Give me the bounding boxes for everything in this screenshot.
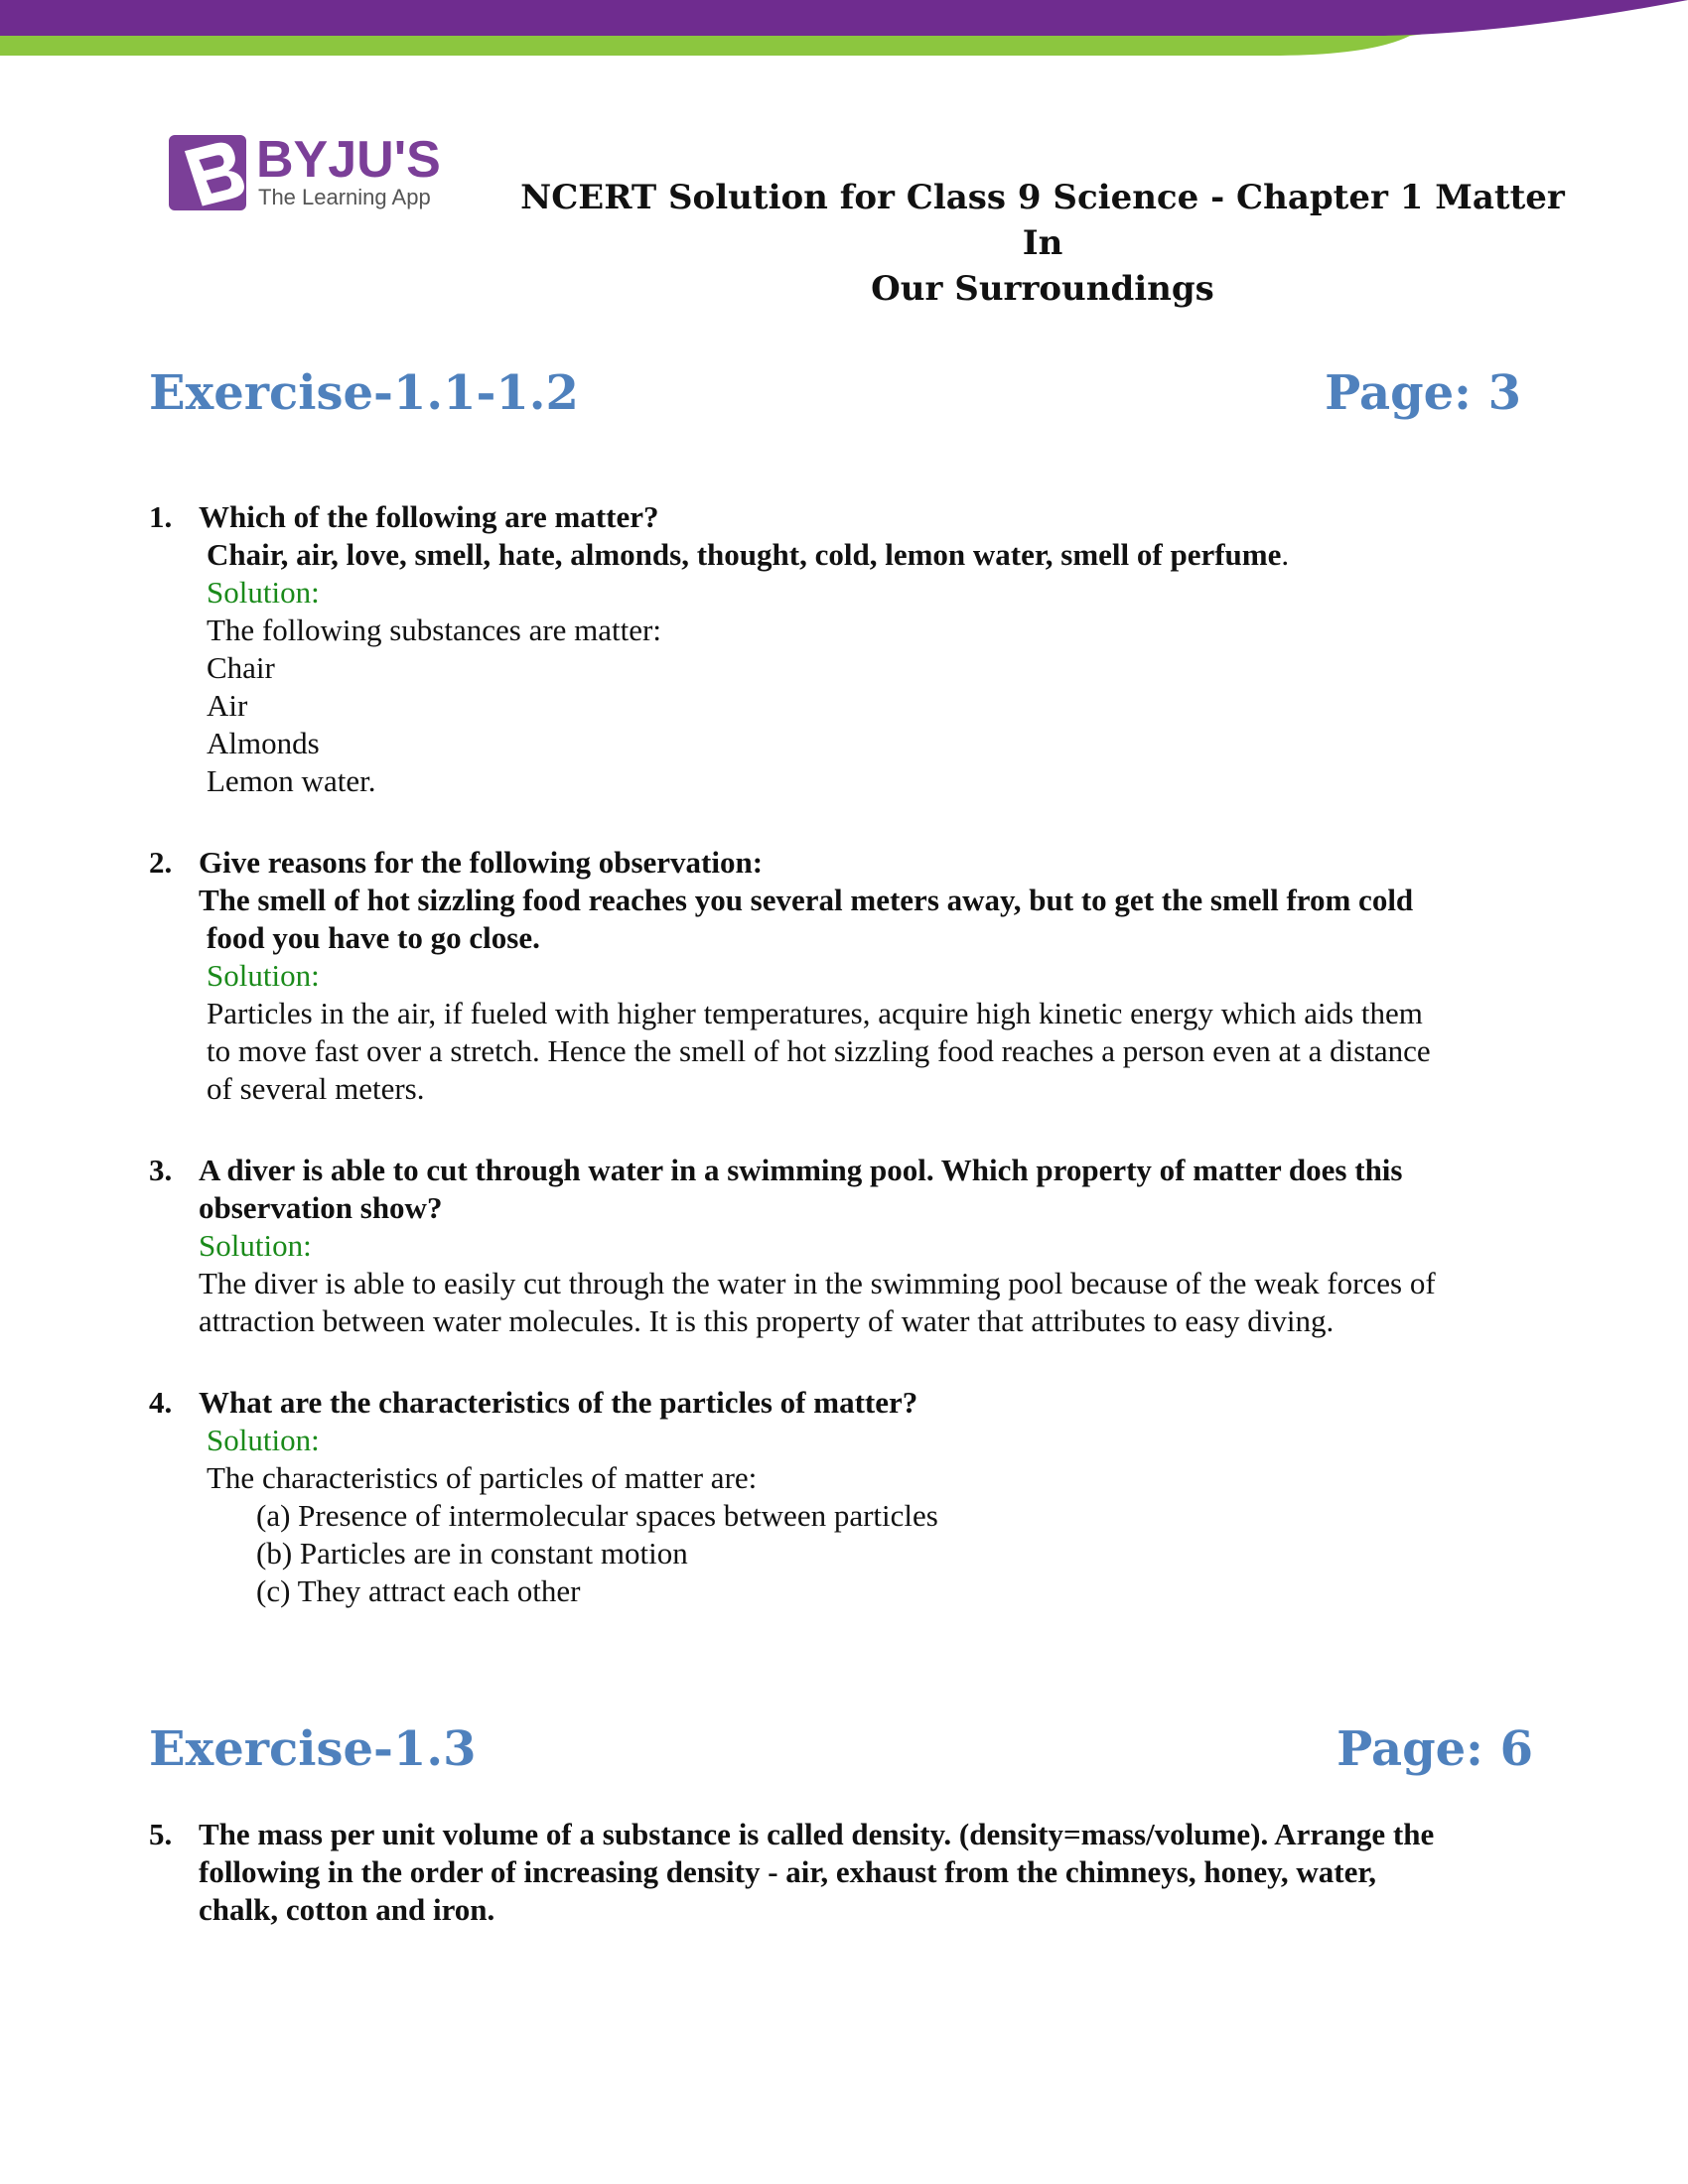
question-text: Which of the following are matter? <box>199 499 659 534</box>
answer-item: Chair <box>207 650 275 685</box>
question-number: 5. <box>149 1817 173 1851</box>
question-number: 4. <box>149 1385 173 1420</box>
solution-label: Solution: <box>199 1228 312 1263</box>
question-number: 3. <box>149 1153 173 1187</box>
top-decorative-band <box>0 0 1688 60</box>
answer-item: (a) Presence of intermolecular spaces between particles <box>256 1498 938 1533</box>
question-text-line: A diver is able to cut through water in a swimming pool. Which property of matter does this <box>199 1153 1403 1187</box>
question-text-line: observation show? <box>199 1190 443 1225</box>
byjus-logo <box>167 131 465 212</box>
question-2 <box>149 844 1539 1108</box>
exercise-heading: Exercise-1.3 <box>149 1721 477 1777</box>
question-number: 1. <box>149 499 173 534</box>
exercise-page-number: Page: 3 <box>1325 365 1521 421</box>
document-title-line1: NCERT Solution for Class 9 Science - Chapter 1 Matter In <box>520 178 1565 263</box>
answer-line: The diver is able to easily cut through the water in the swimming pool because of the weak forces of <box>199 1266 1436 1300</box>
question-4 <box>149 1384 1539 1610</box>
answer-item: Almonds <box>207 726 320 760</box>
question-text: Give reasons for the following observation: <box>199 845 764 880</box>
document-title-line2: Our Surroundings <box>871 269 1214 309</box>
question-3 <box>149 1152 1539 1340</box>
question-5 <box>149 1816 1539 1929</box>
answer-item: (b) Particles are in constant motion <box>256 1536 688 1570</box>
answer-intro: The characteristics of particles of matter are: <box>207 1460 758 1495</box>
exercise-page-number: Page: 6 <box>1336 1721 1533 1777</box>
answer-item: (c) They attract each other <box>256 1573 581 1608</box>
question-1: 1. Which of the following are matter? Chair, air, love, smell, hate, almonds, thought, cold, lemon water, smell of perfume. Solution: The following substances are matter: Chair Air Almonds Lemon water. <box>149 498 1539 800</box>
question-text-line: following in the order of increasing density - air, exhaust from the chimneys, honey, water, <box>199 1854 1377 1889</box>
exercise-heading: Exercise-1.1-1.2 <box>149 365 579 421</box>
question-number: 2. <box>149 845 173 880</box>
answer-line: Particles in the air, if fueled with higher temperatures, acquire high kinetic energy which aids them <box>207 996 1423 1030</box>
solution-label: Solution: <box>207 575 320 610</box>
question-text: What are the characteristics of the particles of matter? <box>199 1385 918 1420</box>
answer-line: of several meters. <box>207 1071 425 1106</box>
answer-item: Air <box>207 688 248 723</box>
question-text-line: The mass per unit volume of a substance is called density. (density=mass/volume). Arrange the <box>199 1817 1435 1851</box>
logo-brand-text: BYJU'S <box>256 131 441 189</box>
answer-intro: The following substances are matter: <box>207 613 661 647</box>
question-detail-line: The smell of hot sizzling food reaches you several meters away, but to get the smell from cold <box>199 883 1414 917</box>
question-detail: Chair, air, love, smell, hate, almonds, thought, cold, lemon water, smell of perfume <box>207 537 1282 572</box>
answer-item: Lemon water. <box>207 763 376 798</box>
answer-line: attraction between water molecules. It is this property of water that attributes to easy diving. <box>199 1303 1335 1338</box>
document-title <box>516 175 1569 312</box>
byjus-b-logo-icon <box>169 135 246 210</box>
question-text-line: chalk, cotton and iron. <box>199 1892 495 1927</box>
answer-line: to move fast over a stretch. Hence the smell of hot sizzling food reaches a person even at a distance <box>207 1033 1431 1068</box>
question-detail-line: food you have to go close. <box>207 920 540 955</box>
solution-label: Solution: <box>207 1423 320 1457</box>
solution-label: Solution: <box>207 958 320 993</box>
logo-tagline-text: The Learning App <box>258 185 431 209</box>
